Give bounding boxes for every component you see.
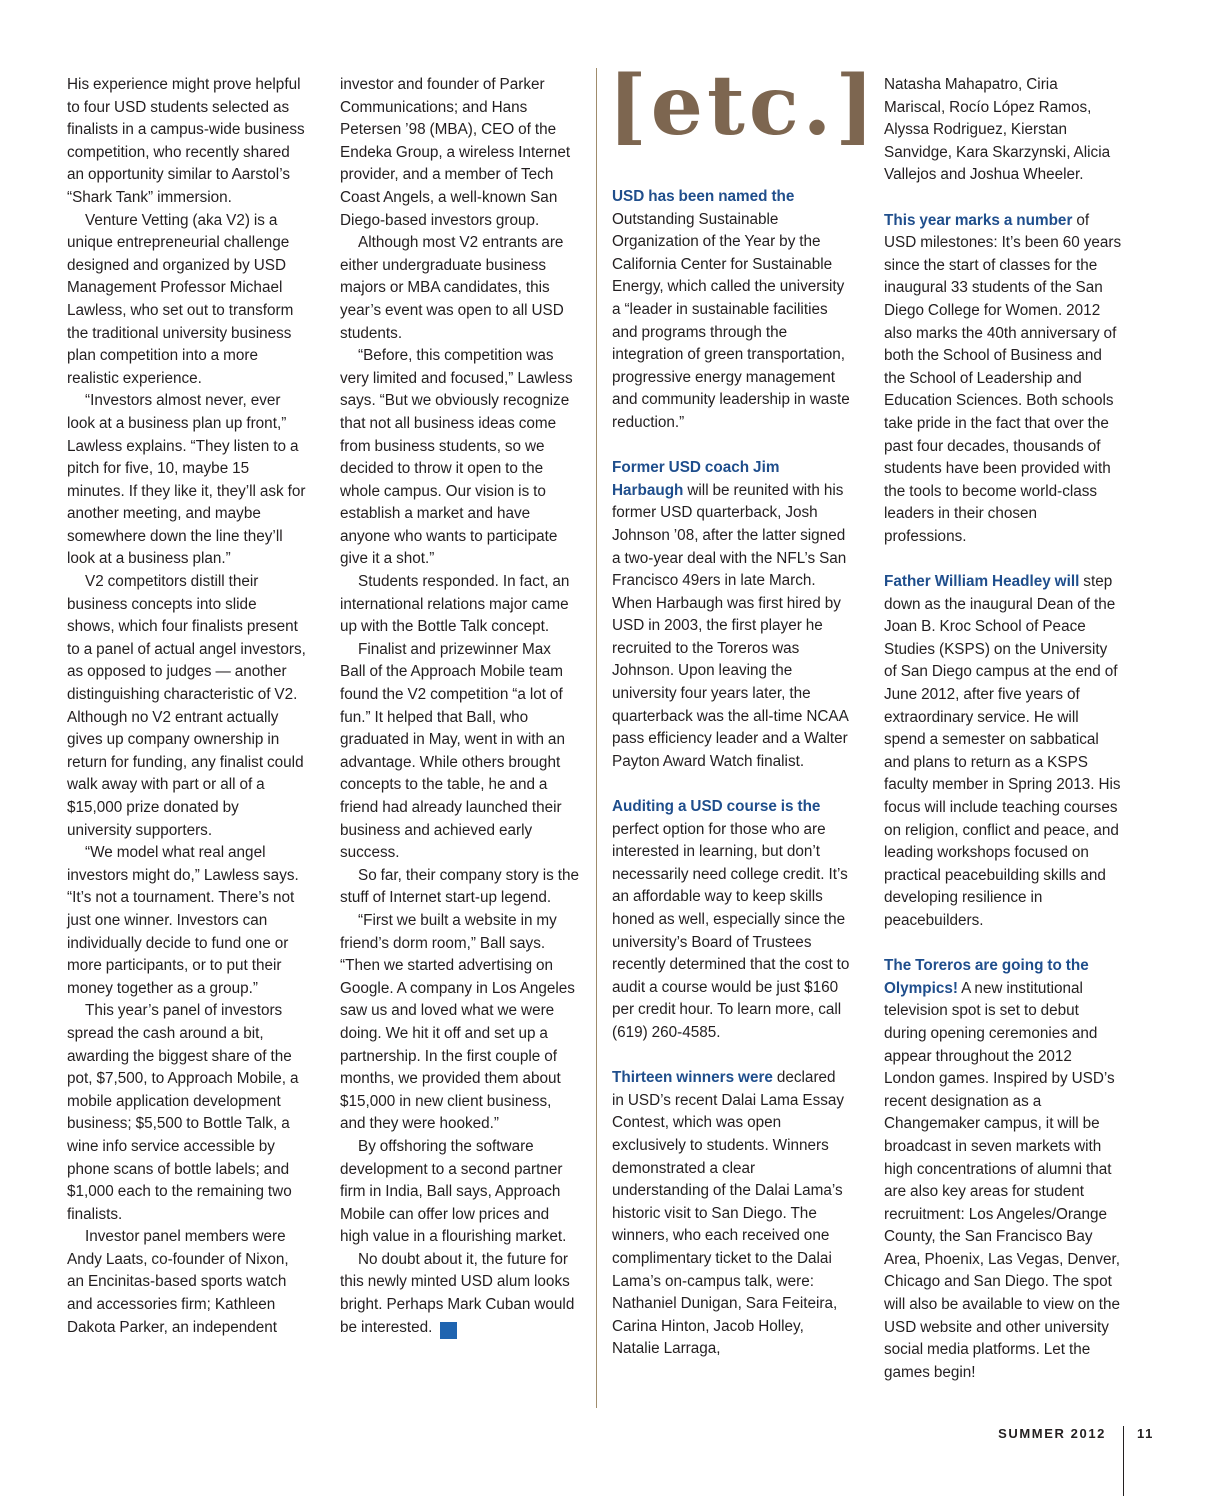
page-number: 11 <box>1137 1426 1154 1441</box>
body-paragraph: “Investors almost never, ever look at a business plan up front,” Lawless explains. “They listen to a pitch for five, 10, maybe 15 minutes. If they like it, they’ll ask for another meeting, and maybe somewhere down the line they’ll look at a business plan.” <box>67 392 306 568</box>
body-paragraph: V2 competitors distill their business concepts into slide shows, which four finalists present to a panel of actual angel investors, as opposed to judges — another distinguishing characteristic of V2. Although no V2 entrant actually gives up company ownership in return for funding, any finalist could walk away with part or all of a $15,000 prize donated by university supporters. <box>67 573 306 839</box>
body-paragraph-text: No doubt about it, the future for this newly minted USD alum looks bright. Perhaps Mark Cuban would be interested. <box>340 1250 575 1336</box>
body-paragraph: “We model what real angel investors might do,” Lawless says. “It’s not a tournament. There’s not just one winner. Investors can individually decide to fund one or more participants, or to put their money together as a group.” <box>67 844 299 997</box>
news-item <box>612 457 850 773</box>
article-column-2 <box>340 74 580 1339</box>
body-paragraph: Finalist and prizewinner Max Ball of the Approach Mobile team found the V2 competition “a lot of fun.” It helped that Ball, who graduated in May, went in with an advantage. While others brought concepts to the table, he and a friend had already launched their business and achieved early success. <box>340 640 565 862</box>
closing-paragraph <box>340 1249 580 1339</box>
issue-label: SUMMER 2012 <box>998 1426 1106 1441</box>
news-item <box>612 796 850 1045</box>
news-body: will be reunited with his former USD quarterback, Josh Johnson ’08, after the latter signed a two-year deal with the NFL’s San Francisco 49ers in late March. When Harbaugh was first hired by USD in 2003, the first player he recruited to the Toreros was Johnson. Upon leaving the university four years later, the quarterback was the all-time NCAA pass efficiency leader and a Walter Payton Award Watch finalist. <box>612 481 848 770</box>
body-paragraph: “Before, this competition was very limited and focused,” Lawless says. “But we obviously recognize that not all business ideas come from business students, so we decided to throw it open to the whole campus. Our vision is to establish a market and have anyone who wants to participate give it a shot.” <box>340 347 573 568</box>
body-paragraph: Investor panel members were Andy Laats, co-founder of Nixon, an Encinitas-based sports watch and accessories firm; Kathleen Dakota Parker, an independent <box>67 1228 289 1336</box>
news-lead: This year marks a number <box>884 211 1073 229</box>
news-lead: USD has been named the <box>612 188 795 205</box>
body-paragraph: “First we built a website in my friend’s dorm room,” Ball says. “Then we started advertising on Google. A company in Los Angeles saw us and loved what we were doing. We hit it off and set up a partnership. In the first couple of months, we provided them about $15,000 in new client business, and they were hooked.” <box>340 911 575 1133</box>
news-item <box>612 1067 850 1361</box>
end-mark-icon: ✦ <box>440 1322 457 1339</box>
body-paragraph: Although most V2 entrants are either undergraduate business majors or MBA candidates, this year’s event was open to all USD students. <box>340 234 564 342</box>
news-item <box>884 210 1122 549</box>
news-lead: Auditing a USD course is the <box>612 798 821 816</box>
news-item-continuation: Natasha Mahapatro, Ciria Mariscal, Rocío López Ramos, Alyssa Rodriguez, Kierstan Sanvidge, Kara Skarzynski, Alicia Vallejos and Joshua Wheeler. <box>884 76 1111 184</box>
etc-column-2 <box>884 74 1122 1407</box>
body-paragraph: Venture Vetting (aka V2) is a unique entrepreneurial challenge designed and organized by USD Management Professor Michael Lawless, who set out to transform the traditional university business plan competition into a more realistic experience. <box>67 211 294 387</box>
article-column-1 <box>67 74 307 1339</box>
body-paragraph: By offshoring the software development to a second partner firm in India, Ball says, Approach Mobile can offer low prices and high value in a flourishing market. <box>340 1137 567 1246</box>
body-paragraph: So far, their company story is the stuff of Internet start-up legend. <box>340 866 579 907</box>
footer-divider <box>1123 1426 1124 1496</box>
body-paragraph: His experience might prove helpful to four USD students selected as finalists in a campus-wide business competition, who recently shared an opportunity similar to Aarstol’s “Shark Tank” immersion. <box>67 76 305 206</box>
body-paragraph: Students responded. In fact, an international relations major came up with the Bottle Talk concept. <box>340 573 570 636</box>
news-item <box>884 571 1122 933</box>
news-lead: Thirteen winners were <box>612 1069 773 1087</box>
news-body: A new institutional television spot is set to debut during opening ceremonies and appear throughout the 2012 London games. Inspired by USD’s recent designation as a Changemaker campus, it will be broadcast in seven markets with high concentrations of alumni that are also key areas for student recruitment: Los Angeles/Orange County, the San Francisco Bay Area, Phoenix, Las Vegas, Denver, Chicago and San Diego. The spot will also be available to view on the USD website and other university social media platforms. Let the games begin! <box>884 979 1121 1381</box>
section-title: [etc.] <box>608 58 879 154</box>
page-footer <box>924 1426 1224 1496</box>
news-lead: Father William Headley will <box>884 573 1080 591</box>
news-body: Outstanding Sustainable Organization of the Year by the California Center for Sustainable Energy, which called the university a “leader in sustainable facilities and programs through the integration of green transportation, progressive energy management and community leadership in waste reduction.” <box>612 210 850 431</box>
news-lead: Former USD coach Jim Harbaugh <box>612 459 780 499</box>
news-body: step down as the inaugural Dean of the Joan B. Kroc School of Peace Studies (KSPS) on the University of San Diego campus at the end of June 2012, after five years of extraordinary service. He will spend a semester on sabbatical and plans to return as a KSPS faculty member in Spring 2013. His focus will include teaching courses on religion, conflict and peace, and leading workshops focused on practical peacebuilding skills and developing resilience in peacebuilders. <box>884 573 1121 929</box>
news-lead: The Toreros are going to the Olympics! <box>884 957 1089 997</box>
section-divider <box>596 68 597 1408</box>
body-paragraph: This year’s panel of investors spread the cash around a bit, awarding the biggest share of the pot, $7,500, to Approach Mobile, a mobile application development business; $5,500 to Bottle Talk, a wine info service accessible by phone scans of bottle labels; and $1,000 each to the remaining two finalists. <box>67 1002 299 1223</box>
news-body: perfect option for those who are interested in learning, but don’t necessarily need college credit. It’s an affordable way to keep skills honed as well, especially since the university’s Board of Trustees recently determined that the cost to audit a course would be just $160 per credit hour. To learn more, call (619) 260-4585. <box>612 820 850 1041</box>
etc-column-1 <box>612 186 850 1383</box>
news-body: declared in USD’s recent Dalai Lama Essay Contest, which was open exclusively to students. Winners demonstrated a clear understanding of the Dalai Lama’s historic visit to San Diego. The winners, who each received one complimentary ticket to the Dalai Lama’s on-campus talk, were: Nathaniel Dunigan, Sara Feiteira, Carina Hinton, Jacob Holley, Natalie Larraga, <box>612 1069 845 1358</box>
news-item <box>884 955 1122 1384</box>
news-item <box>612 186 850 435</box>
body-paragraph: investor and founder of Parker Communications; and Hans Petersen ’98 (MBA), CEO of the Endeka Group, a wireless Internet provider, and a member of Tech Coast Angels, a well-known San Diego-based investors group. <box>340 76 571 229</box>
news-body: of USD milestones: It’s been 60 years since the start of classes for the inaugural 33 students of the San Diego College for Women. 2012 also marks the 40th anniversary of both the School of Business and the School of Leadership and Education Sciences. Both schools take pride in the fact that over the past four decades, thousands of students have been provided with the tools to become world-class leaders in their chosen professions. <box>884 211 1122 545</box>
